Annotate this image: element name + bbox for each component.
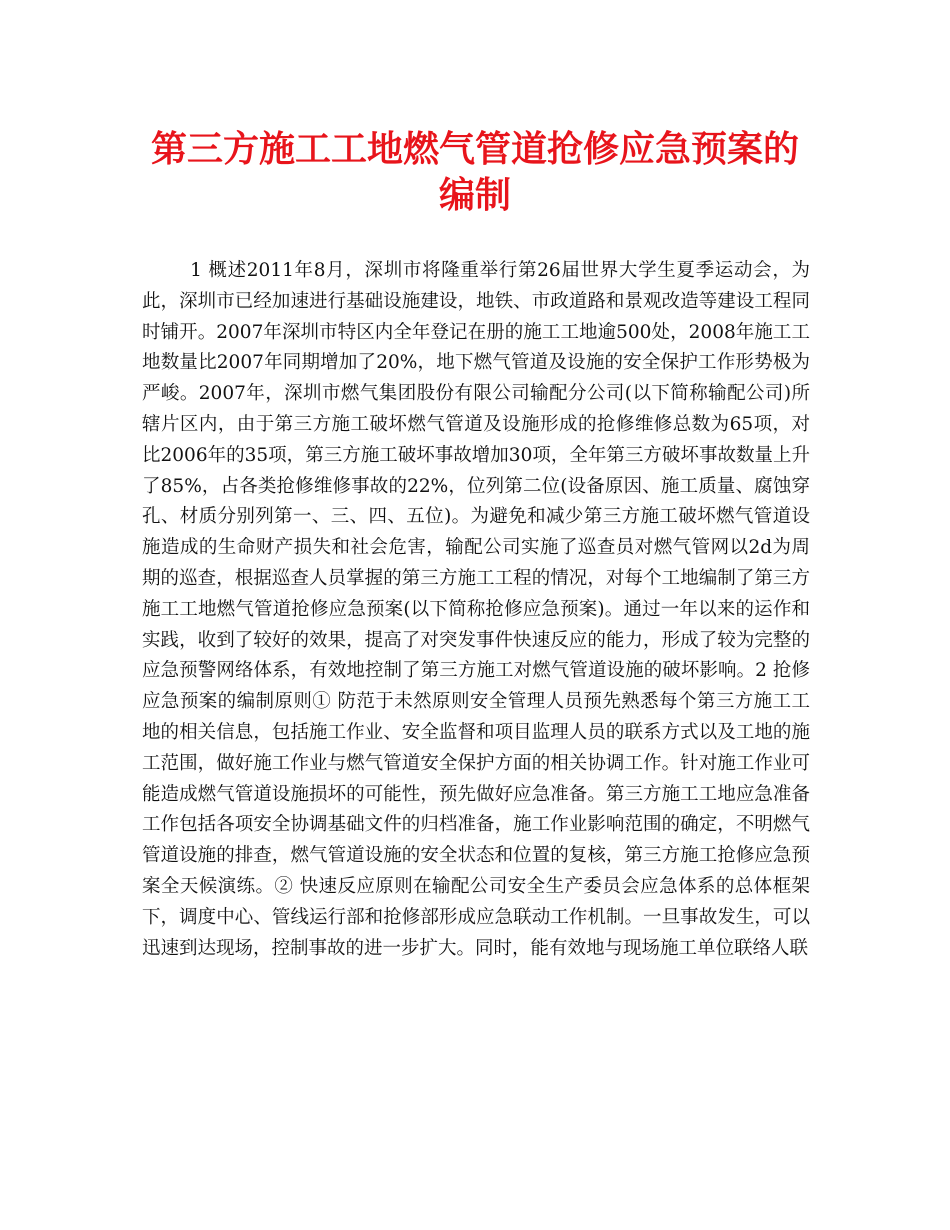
document-body-paragraph: 1 概述2011年8月，深圳市将隆重举行第26届世界大学生夏季运动会，为此，深圳市已经加速进行基础设施建设，地铁、市政道路和景观改造等建设工程同时铺开。2007年深圳市特区内全年登记在册的施工工地逾500处，2008年施工工地数量比2007年同期增加了20%，地下燃气管道及设施的安全保护工作形势极为严峻。2007年，深圳市燃气集团股份有限公司输配分公司(以下简称输配公司)所辖片区内，由于第三方施工破坏燃气管道及设施形成的抢修维修总数为65项，对比2006年的35项，第三方施工破坏事故增加30项，全年第三方破坏事故数量上升了85%，占各类抢修维修事故的22%，位列第二位(设备原因、施工质量、腐蚀穿孔、材质分别列第一、三、四、五位)。为避免和减少第三方施工破坏燃气管道设施造成的生命财产损失和社会危害，输配公司实施了巡查员对燃气管网以2d为周期的巡查，根据巡查人员掌握的第三方施工工程的情况，对每个工地编制了第三方施工工地燃气管道抢修应急预案(以下简称抢修应急预案)。通过一年以来的运作和实践，收到了较好的效果，提高了对突发事件快速反应的能力，形成了较为完整的应急预警网络体系，有效地控制了第三方施工对燃气管道设施的破坏影响。2 抢修应急预案的编制原则① 防范于未然原则安全管理人员预先熟悉每个第三方施工工地的相关信息，包括施工作业、安全监督和项目监理人员的联系方式以及工地的施工范围，做好施工作业与燃气管道安全保护方面的相关协调工作。针对施工作业可能造成燃气管道设施损坏的可能性，预先做好应急准备。第三方施工工地应急准备工作包括各项安全协调基础文件的归档准备，施工作业影响范围的确定，不明燃气管道设施的排查，燃气管道设施的安全状态和位置的复核，第三方施工抢修应急预案全天候演练。② 快速反应原则在输配公司安全生产委员会应急体系的总体框架下，调度中心、管线运行部和抢修部形成应急联动工作机制。一旦事故发生，可以迅速到达现场，控制事故的进一步扩大。同时，能有效地与现场施工单位联络人联: [142, 260, 810, 959]
document-title: 第三方施工工地燃气管道抢修应急预案的编制: [150, 128, 799, 216]
